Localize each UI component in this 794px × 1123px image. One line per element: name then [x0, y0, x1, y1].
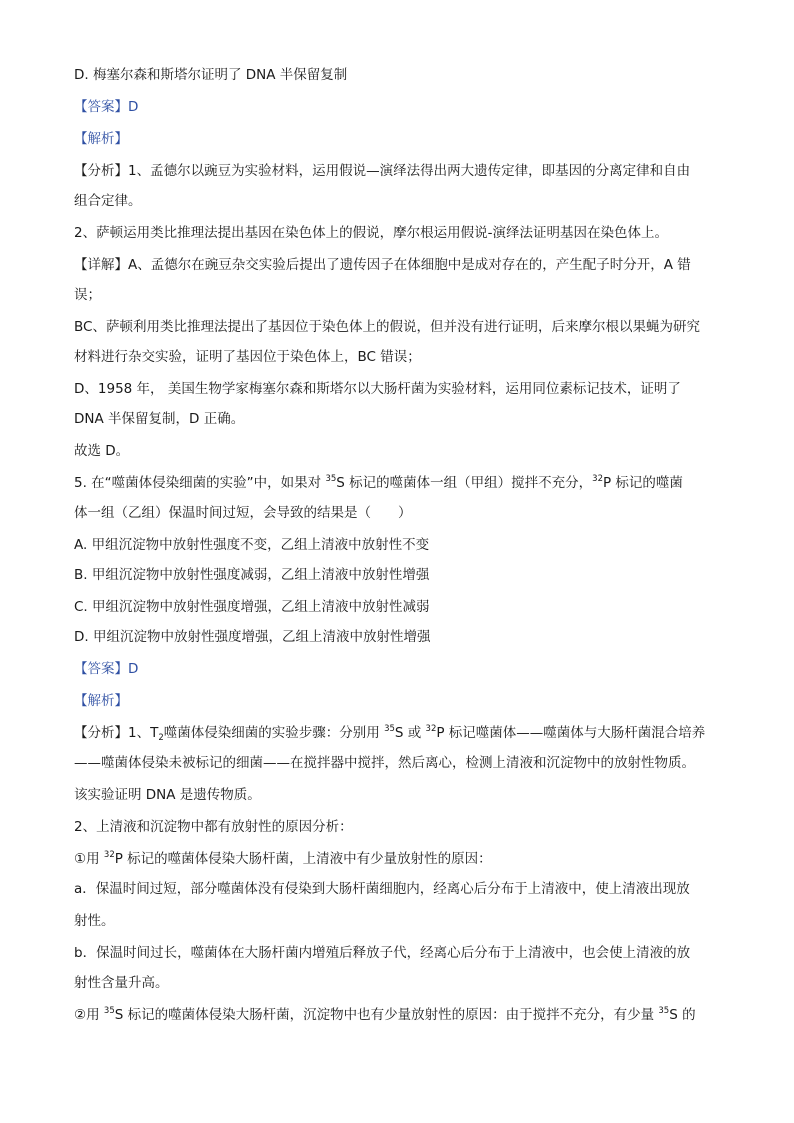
- analysis-line: 射性。: [74, 913, 115, 929]
- option-c: C. 甲组沉淀物中放射性强度增强，乙组上清液中放射性减弱: [74, 599, 430, 615]
- analysis-line: b．保温时间过长，噬菌体在大肠杆菌内增殖后释放子代，经离心后分布于上清液中，也会使上清液的放: [74, 945, 691, 961]
- answer-label: 【答案】D: [74, 99, 139, 115]
- question-5-stem: 体一组（乙组）保温时间过短，会导致的结果是（ ）: [74, 505, 412, 521]
- detail-line: DNA 半保留复制，D 正确。: [74, 411, 245, 427]
- analysis-line: 2、上清液和沉淀物中都有放射性的原因分析：: [74, 819, 353, 835]
- analysis-line: 2、萨顿运用类比推理法提出基因在染色体上的假说，摩尔根运用假说-演绎法证明基因在染色体上。: [74, 225, 668, 241]
- analysis-line: 【分析】1、孟德尔以豌豆为实验材料，运用假说—演绎法得出两大遗传定律，即基因的分离定律和自由: [74, 163, 691, 179]
- analysis-line: 射性含量升高。: [74, 975, 169, 991]
- analysis-label: 【解析】: [74, 693, 128, 709]
- analysis-line: ——噬菌体侵染未被标记的细菌——在搅拌器中搅拌，然后离心，检测上清液和沉淀物中的放射性物质。: [74, 755, 695, 771]
- option-b: B. 甲组沉淀物中放射性强度减弱，乙组上清液中放射性增强: [74, 567, 430, 583]
- analysis-label: 【解析】: [74, 131, 128, 147]
- detail-line: BC、萨顿利用类比推理法提出了基因位于染色体上的假说，但并没有进行证明，后来摩尔根以果蝇为研究: [74, 319, 700, 335]
- detail-line: 材料进行杂交实验，证明了基因位于染色体上，BC 错误；: [74, 349, 421, 365]
- option-a: A. 甲组沉淀物中放射性强度不变，乙组上清液中放射性不变: [74, 537, 430, 553]
- analysis-line: a．保温时间过短，部分噬菌体没有侵染到大肠杆菌细胞内，经离心后分布于上清液中，使上清液出现放: [74, 881, 690, 897]
- answer-label: 【答案】D: [74, 661, 139, 677]
- detail-line: 误；: [74, 287, 101, 303]
- conclusion-line: 故选 D。: [74, 443, 130, 459]
- analysis-line: 该实验证明 DNA 是遗传物质。: [74, 787, 261, 803]
- option-d-line: D. 梅塞尔森和斯塔尔证明了 DNA 半保留复制: [74, 67, 348, 83]
- question-5-stem: 5. 在“噬菌体侵染细菌的实验”中，如果对 $^{35}$S 标记的噬菌体一组（甲组）搅拌不充分，$^{32}$P 标记的噬菌: [74, 474, 683, 491]
- analysis-line: 组合定律。: [74, 193, 142, 209]
- detail-line: 【详解】A、孟德尔在豌豆杂交实验后提出了遗传因子在体细胞中是成对存在的，产生配子时分开，A 错: [74, 257, 691, 273]
- analysis-line: 【分析】1、$T_2$噬菌体侵染细菌的实验步骤：分别用 $^{35}$S 或 $^{32}$P 标记噬菌体——噬菌体与大肠杆菌混合培养: [74, 724, 706, 743]
- detail-line: D、1958 年， 美国生物学家梅塞尔森和斯塔尔以大肠杆菌为实验材料，运用同位素标记技术，证明了: [74, 381, 681, 397]
- analysis-line: ①用 $^{32}$P 标记的噬菌体侵染大肠杆菌，上清液中有少量放射性的原因：: [74, 850, 492, 867]
- analysis-line: ②用 $^{35}$S 标记的噬菌体侵染大肠杆菌，沉淀物中也有少量放射性的原因：由于搅拌不充分，有少量 $^{35}$S 的: [74, 1006, 696, 1023]
- option-d: D. 甲组沉淀物中放射性强度增强，乙组上清液中放射性增强: [74, 629, 431, 645]
